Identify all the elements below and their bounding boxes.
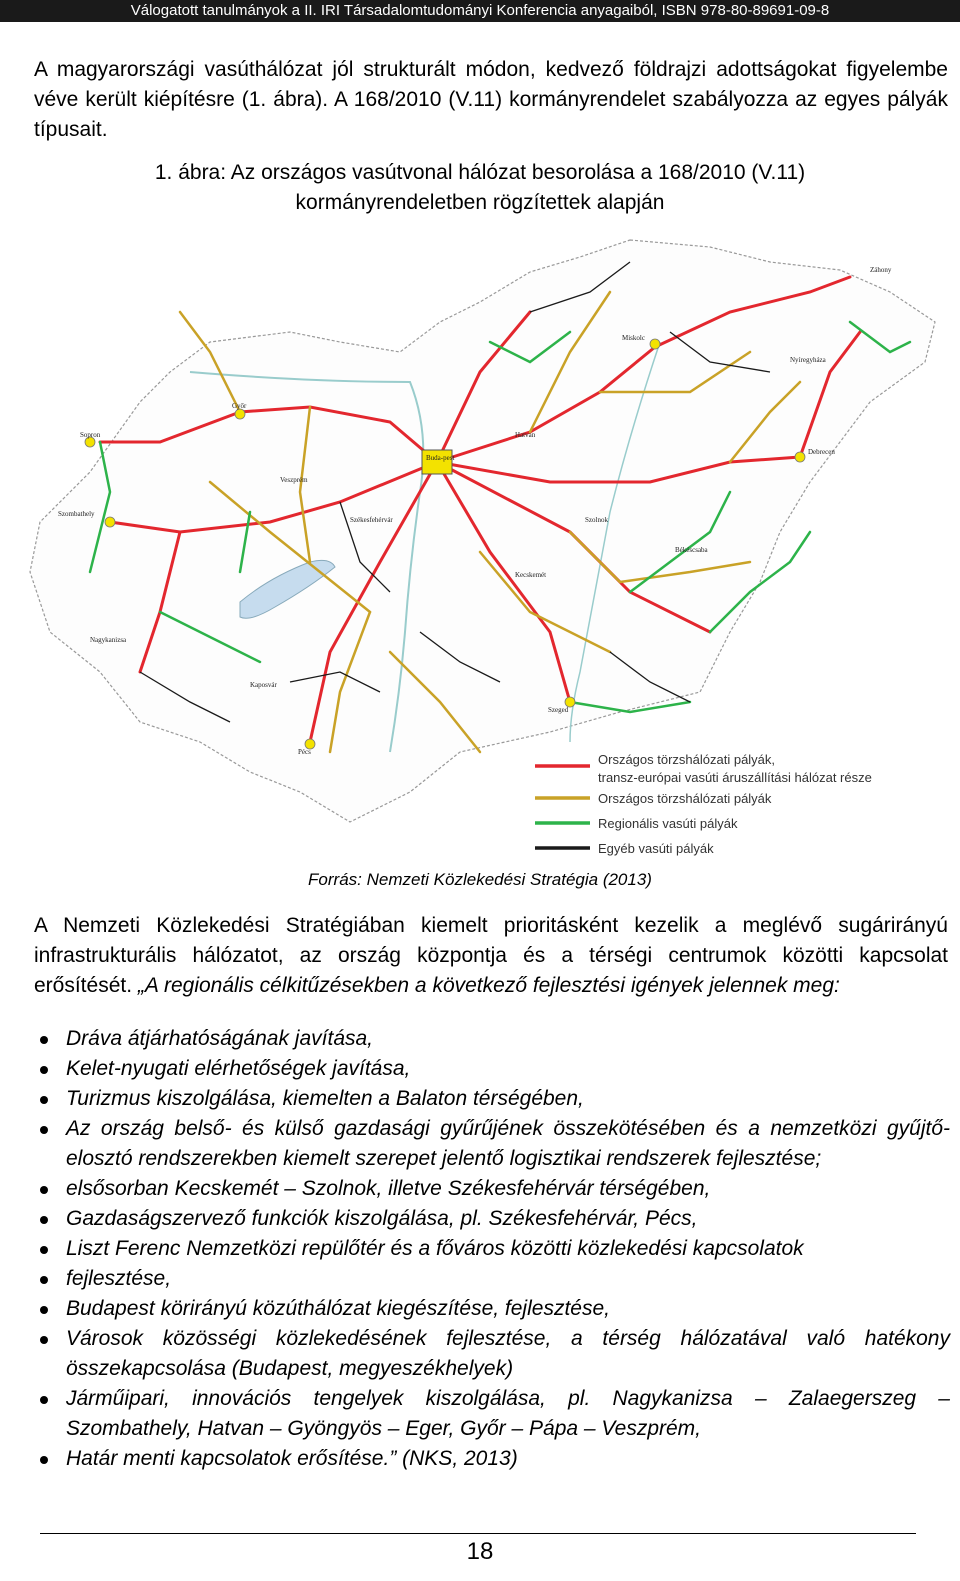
city-label-szeged: Szeged <box>548 706 569 714</box>
city-label-budapest: Buda-pest <box>426 454 455 462</box>
body-text: A Nemzeti Közlekedési Stratégiában kiemelt prioritásként kezelik a meglévő sugárirányú infrastrukturális hálózatot, az ország központja és a térségi centrumok közötti kapcsolat erősítését. <box>34 914 948 997</box>
city-label-nagykanizsa: Nagykanizsa <box>90 636 127 644</box>
railway-network-map <box>10 232 955 862</box>
list-item: Liszt Ferenc Nemzetközi repülőtér és a főváros közötti közlekedési kapcsolatok <box>34 1234 950 1264</box>
figure-caption-line2: kormányrendeletben rögzítettek alapján <box>295 191 665 214</box>
city-label-miskolc: Miskolc <box>622 334 645 342</box>
city-label-szombathely: Szombathely <box>58 510 95 518</box>
list-item: Kelet-nyugati elérhetőségek javítása, <box>34 1054 950 1084</box>
page-number: 18 <box>466 1538 494 1565</box>
city-label-kecskemet: Kecskemét <box>515 571 547 579</box>
legend-label-red-2: transz-európai vasúti áruszállítási hálózat része <box>598 770 872 785</box>
legend-label-green: Regionális vasúti pályák <box>598 816 738 831</box>
footer-divider <box>40 1533 916 1534</box>
list-item: Budapest körirányú közúthálózat kiegészítése, fejlesztése, <box>34 1294 950 1324</box>
city-label-zahony: Záhony <box>870 266 892 274</box>
map-legend <box>535 752 872 856</box>
city-label-pecs: Pécs <box>298 748 311 756</box>
city-label-szolnok: Szolnok <box>585 516 608 524</box>
intro-paragraph: A magyarországi vasúthálózat jól strukturált módon, kedvező földrajzi adottságokat figyelembe véve került kiépítésre (1. ábra). A 168/2010 (V.11) kormányrendelet szabályozza az egyes pályák típusait. <box>34 58 948 141</box>
city-label-hatvan: Hatvan <box>515 431 536 439</box>
page-header: Válogatott tanulmányok a II. IRI Társadalomtudományi Konferencia anyagaiból, ISBN 978-80-89691-09-8 <box>0 0 960 22</box>
legend-label-red: Országos törzshálózati pályák, <box>598 752 776 767</box>
list-item: Turizmus kiszolgálása, kiemelten a Balaton térségében, <box>34 1084 950 1114</box>
list-item: Dráva átjárhatóságának javítása, <box>34 1024 950 1054</box>
list-item: Gazdaságszervező funkciók kiszolgálása, pl. Székesfehérvár, Pécs, <box>34 1204 950 1234</box>
city-label-debrecen: Debrecen <box>808 448 835 456</box>
city-label-gyor: Győr <box>232 402 247 410</box>
city-label-veszprem: Veszprém <box>280 476 308 484</box>
list-item: Határ menti kapcsolatok erősítése.” (NKS, 2013) <box>34 1444 950 1474</box>
list-item: Városok közösségi közlekedésének fejlesztése, a térség hálózatával való hatékony összekapcsolása (Budapest, megyeszékhelyek) <box>34 1324 950 1384</box>
list-item: Az ország belső- és külső gazdasági gyűrűjének összekötésében és a nemzetközi gyűjtő- elosztó rendszerekben kiemelt szerepet jelentő logisztikai rendszerek fejlesztése; <box>34 1114 950 1174</box>
city-label-sopron: Sopron <box>80 431 101 439</box>
city-label-kaposvar: Kaposvár <box>250 681 277 689</box>
list-item: Járműipari, innovációs tengelyek kiszolgálása, pl. Nagykanizsa – Zalaegerszeg – Szombathely, Hatvan – Gyöngyös – Eger, Győr – Pápa – Veszprém, <box>34 1384 950 1444</box>
figure-caption-line1: 1. ábra: Az országos vasútvonal hálózat besorolása a 168/2010 (V.11) <box>154 161 806 184</box>
legend-label-black: Egyéb vasúti pályák <box>598 841 714 856</box>
body-quote-start: „A regionális célkitűzésekben a következő fejlesztési igények jelennek meg: <box>137 974 840 997</box>
list-item: elsősorban Kecskemét – Szolnok, illetve Székesfehérvár térségében, <box>34 1174 950 1204</box>
city-label-bekescsaba: Békéscsaba <box>675 546 708 554</box>
figure-source: Forrás: Nemzeti Közlekedési Stratégia (2013) <box>308 870 652 889</box>
legend-label-gold: Országos törzshálózati pályák <box>598 791 772 806</box>
list-item: fejlesztése, <box>34 1264 950 1294</box>
city-label-szekesfehervar: Székesfehérvár <box>350 516 393 524</box>
body-paragraph <box>34 911 948 1001</box>
city-label-nyiregyhaza: Nyíregyháza <box>790 356 826 364</box>
bullet-list <box>34 1024 950 1474</box>
